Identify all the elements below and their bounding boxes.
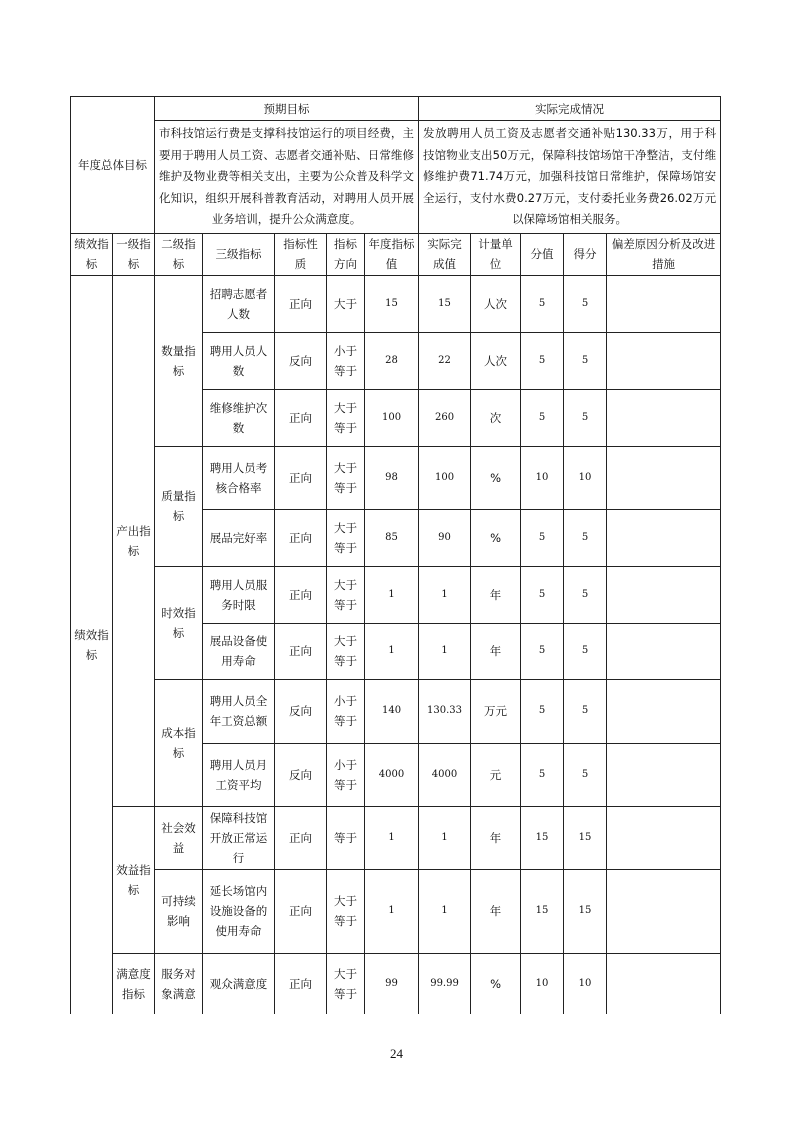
indicator-note [607, 869, 721, 953]
group-quality: 质量指标 [155, 446, 203, 566]
indicator-actual: 22 [419, 332, 471, 389]
indicator-score-value: 10 [521, 953, 564, 1014]
indicator-unit: 年 [471, 566, 521, 623]
indicator-target: 1 [365, 623, 419, 679]
table-row [71, 275, 721, 332]
group-output: 产出指标 [113, 275, 155, 806]
indicator-score: 5 [564, 623, 607, 679]
indicator-actual: 260 [419, 389, 471, 446]
indicator-name: 展品设备使用寿命 [203, 623, 275, 679]
column-header: 偏差原因分析及改进措施 [607, 233, 721, 275]
indicator-direction: 大于等于 [327, 566, 365, 623]
indicator-direction: 小于等于 [327, 679, 365, 743]
indicator-score-value: 5 [521, 566, 564, 623]
column-header: 绩效指标 [71, 233, 113, 275]
column-header: 一级指标 [113, 233, 155, 275]
indicator-name: 聘用人员人数 [203, 332, 275, 389]
indicator-name: 聘用人员月工资平均 [203, 743, 275, 806]
indicator-score-value: 5 [521, 623, 564, 679]
group-timeliness: 时效指标 [155, 566, 203, 679]
table-row [71, 446, 721, 509]
indicator-score: 15 [564, 869, 607, 953]
indicator-direction: 大于等于 [327, 869, 365, 953]
indicator-actual: 1 [419, 623, 471, 679]
expected-header: 预期目标 [155, 97, 419, 121]
indicator-unit: 元 [471, 743, 521, 806]
group-cost: 成本指标 [155, 679, 203, 806]
indicator-note [607, 332, 721, 389]
indicator-score-value: 15 [521, 806, 564, 869]
indicator-score-value: 5 [521, 509, 564, 566]
indicator-direction: 大于等于 [327, 446, 365, 509]
indicator-direction: 小于等于 [327, 332, 365, 389]
column-header: 得分 [564, 233, 607, 275]
indicator-actual: 100 [419, 446, 471, 509]
indicator-actual: 90 [419, 509, 471, 566]
group-perf: 绩效指标 [71, 275, 113, 1014]
indicator-nature: 正向 [275, 869, 327, 953]
indicator-name: 观众满意度 [203, 953, 275, 1014]
indicator-nature: 正向 [275, 275, 327, 332]
indicator-actual: 1 [419, 806, 471, 869]
table-row [71, 806, 721, 869]
indicator-nature: 正向 [275, 566, 327, 623]
indicator-nature: 正向 [275, 806, 327, 869]
indicator-score-value: 5 [521, 389, 564, 446]
column-header: 年度指标值 [365, 233, 419, 275]
indicator-unit: % [471, 509, 521, 566]
indicator-target: 99 [365, 953, 419, 1014]
indicator-score: 5 [564, 679, 607, 743]
indicator-name: 保障科技馆开放正常运行 [203, 806, 275, 869]
indicator-unit: 年 [471, 869, 521, 953]
indicator-target: 100 [365, 389, 419, 446]
indicator-unit: 人次 [471, 332, 521, 389]
indicator-name: 聘用人员服务时限 [203, 566, 275, 623]
indicator-note [607, 623, 721, 679]
indicator-target: 1 [365, 566, 419, 623]
group-satisfaction: 满意度指标 [113, 953, 155, 1014]
column-header: 指标性质 [275, 233, 327, 275]
column-header: 分值 [521, 233, 564, 275]
indicator-note [607, 806, 721, 869]
indicator-nature: 正向 [275, 389, 327, 446]
indicator-score: 5 [564, 389, 607, 446]
table-row [71, 953, 721, 1014]
indicator-score-value: 5 [521, 275, 564, 332]
group-quantity: 数量指标 [155, 275, 203, 446]
indicator-nature: 正向 [275, 623, 327, 679]
indicator-score-value: 5 [521, 679, 564, 743]
indicator-unit: 年 [471, 806, 521, 869]
indicator-name: 延长场馆内设施设备的使用寿命 [203, 869, 275, 953]
indicator-actual: 4000 [419, 743, 471, 806]
indicator-name: 聘用人员全年工资总额 [203, 679, 275, 743]
table-row [71, 679, 721, 743]
indicator-note [607, 389, 721, 446]
indicator-direction: 大于等于 [327, 953, 365, 1014]
indicator-unit: 人次 [471, 275, 521, 332]
performance-table [70, 96, 721, 1014]
indicator-unit: % [471, 953, 521, 1014]
indicator-actual: 130.33 [419, 679, 471, 743]
group-service: 服务对象满意 [155, 953, 203, 1014]
group-benefit: 效益指标 [113, 806, 155, 953]
column-header: 实际完成值 [419, 233, 471, 275]
indicator-name: 维修维护次数 [203, 389, 275, 446]
expected-text: 市科技馆运行费是支撑科技馆运行的项目经费，主要用于聘用人员工资、志愿者交通补贴、日常维修维护及物业费等相关支出，主要为公众普及科学文化知识，组织开展科普教育活动，对聘用人员开展业务培训，提升公众满意度。 [155, 121, 419, 234]
indicator-unit: % [471, 446, 521, 509]
indicator-score: 5 [564, 275, 607, 332]
indicator-unit: 万元 [471, 679, 521, 743]
indicator-actual: 15 [419, 275, 471, 332]
indicator-score-value: 15 [521, 869, 564, 953]
actual-text: 发放聘用人员工资及志愿者交通补贴130.33万，用于科技馆物业支出50万元，保障科技馆场馆干净整洁，支付维修维护费71.74万元，加强科技馆日常维护，保障场馆安全运行，支付水费0.27万元，支付委托业务费26.02万元以保障场馆相关服务。 [419, 121, 721, 234]
group-social: 社会效益 [155, 806, 203, 869]
indicator-nature: 反向 [275, 743, 327, 806]
indicator-note [607, 566, 721, 623]
indicator-actual: 1 [419, 869, 471, 953]
indicator-direction: 小于等于 [327, 743, 365, 806]
page-number: 24 [390, 1046, 403, 1061]
indicator-direction: 大于等于 [327, 509, 365, 566]
indicator-target: 1 [365, 869, 419, 953]
indicator-score-value: 5 [521, 332, 564, 389]
indicator-nature: 反向 [275, 332, 327, 389]
indicator-nature: 正向 [275, 953, 327, 1014]
indicator-note [607, 679, 721, 743]
indicator-direction: 等于 [327, 806, 365, 869]
indicator-target: 140 [365, 679, 419, 743]
indicator-direction: 大于等于 [327, 389, 365, 446]
summary-header-row [71, 97, 721, 121]
indicator-target: 85 [365, 509, 419, 566]
indicator-note [607, 446, 721, 509]
column-header: 二级指标 [155, 233, 203, 275]
indicator-note [607, 743, 721, 806]
summary-label: 年度总体目标 [71, 97, 155, 234]
indicator-score: 5 [564, 332, 607, 389]
indicator-target: 98 [365, 446, 419, 509]
indicator-name: 聘用人员考核合格率 [203, 446, 275, 509]
indicator-name: 招聘志愿者人数 [203, 275, 275, 332]
indicator-unit: 次 [471, 389, 521, 446]
indicator-note [607, 953, 721, 1014]
actual-header: 实际完成情况 [419, 97, 721, 121]
indicator-note [607, 275, 721, 332]
indicator-score: 5 [564, 743, 607, 806]
indicator-direction: 大于 [327, 275, 365, 332]
indicator-score: 10 [564, 953, 607, 1014]
indicator-name: 展品完好率 [203, 509, 275, 566]
indicator-unit: 年 [471, 623, 521, 679]
indicator-nature: 正向 [275, 509, 327, 566]
indicator-target: 15 [365, 275, 419, 332]
table-row [71, 869, 721, 953]
indicator-score: 10 [564, 446, 607, 509]
summary-text-row [71, 121, 721, 234]
indicator-score-value: 5 [521, 743, 564, 806]
indicator-note [607, 509, 721, 566]
column-header: 三级指标 [203, 233, 275, 275]
indicator-actual: 99.99 [419, 953, 471, 1014]
table-row [71, 566, 721, 623]
indicator-nature: 正向 [275, 446, 327, 509]
indicator-score: 5 [564, 509, 607, 566]
indicator-target: 28 [365, 332, 419, 389]
column-header-row [71, 233, 721, 275]
indicator-target: 4000 [365, 743, 419, 806]
indicator-score-value: 10 [521, 446, 564, 509]
indicator-actual: 1 [419, 566, 471, 623]
column-header: 计量单位 [471, 233, 521, 275]
indicator-nature: 反向 [275, 679, 327, 743]
indicator-score: 15 [564, 806, 607, 869]
indicator-direction: 大于等于 [327, 623, 365, 679]
group-sustain: 可持续影响 [155, 869, 203, 953]
column-header: 指标方向 [327, 233, 365, 275]
indicator-score: 5 [564, 566, 607, 623]
indicator-target: 1 [365, 806, 419, 869]
